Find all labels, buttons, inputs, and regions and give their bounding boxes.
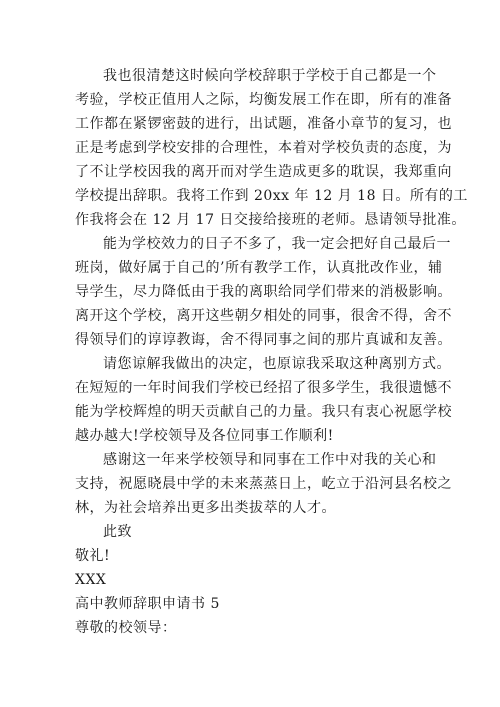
- next-letter-title: 高中教师辞职申请书 5: [75, 596, 220, 612]
- paragraph-4-line-2: 支持，祝愿晓晨中学的未来蒸蒸日上，屹立于沿河县名校之: [75, 476, 452, 492]
- paragraph-3-line-2: 在短短的一年时间我们学校已经招了很多学生，我很遗憾不: [75, 380, 452, 396]
- paragraph-2-line-1: 能为学校效力的日子不多了，我一定会把好自己最后一: [103, 236, 451, 252]
- paragraph-2-line-3: 导学生，尽力降低由于我的离职给同学们带来的消极影响。: [75, 284, 452, 300]
- paragraph-1-line-6: 学校提出辞职。我将工作到 20xx 年 12 月 18 日。所有的工: [75, 188, 468, 204]
- paragraph-3-line-4: 越办越大!学校领导及各位同事工作顺利!: [75, 428, 334, 444]
- paragraph-2-line-4: 离开这个学校，离开这些朝夕相处的同事，很舍不得，舍不: [75, 308, 452, 324]
- closing-text: 此致: [103, 524, 132, 540]
- paragraph-3-line-1: 请您谅解我做出的决定，也原谅我采取这种离别方式。: [103, 356, 451, 372]
- paragraph-1-line-5: 了不让学校因我的离开而对学生造成更多的耽误，我郑重向: [75, 164, 452, 180]
- paragraph-1-line-7: 作我将会在 12 月 17 日交接给接班的老师。恳请领导批准。: [75, 212, 466, 228]
- paragraph-1-line-4: 正是考虑到学校安排的合理性，本着对学校负责的态度，为: [75, 140, 452, 156]
- next-letter-greeting: 尊敬的校领导：: [75, 620, 177, 636]
- paragraph-2-line-5: 得领导们的谆谆教诲，舍不得同事之间的那片真诚和友善。: [75, 332, 452, 348]
- paragraph-4-line-1: 感谢这一年来学校领导和同事在工作中对我的关心和: [103, 452, 437, 468]
- signature: XXX: [75, 572, 107, 588]
- paragraph-2-line-2: 班岗，做好属于自己的’所有教学工作，认真批改作业，辅: [75, 260, 443, 276]
- paragraph-1-line-3: 工作都在紧锣密鼓的进行，出试题，准备小章节的复习，也: [75, 116, 452, 132]
- paragraph-3-line-3: 能为学校辉煌的明天贡献自己的力量。我只有衷心祝愿学校: [75, 404, 452, 420]
- paragraph-1-line-2: 考验，学校正值用人之际，均衡发展工作在即，所有的准备: [75, 92, 452, 108]
- salute-text: 敬礼!: [75, 548, 111, 564]
- paragraph-1-line-1: 我也很清楚这时候向学校辞职于学校于自己都是一个: [103, 68, 437, 84]
- paragraph-4-line-3: 林，为社会培养出更多出类拔萃的人才。: [75, 500, 336, 516]
